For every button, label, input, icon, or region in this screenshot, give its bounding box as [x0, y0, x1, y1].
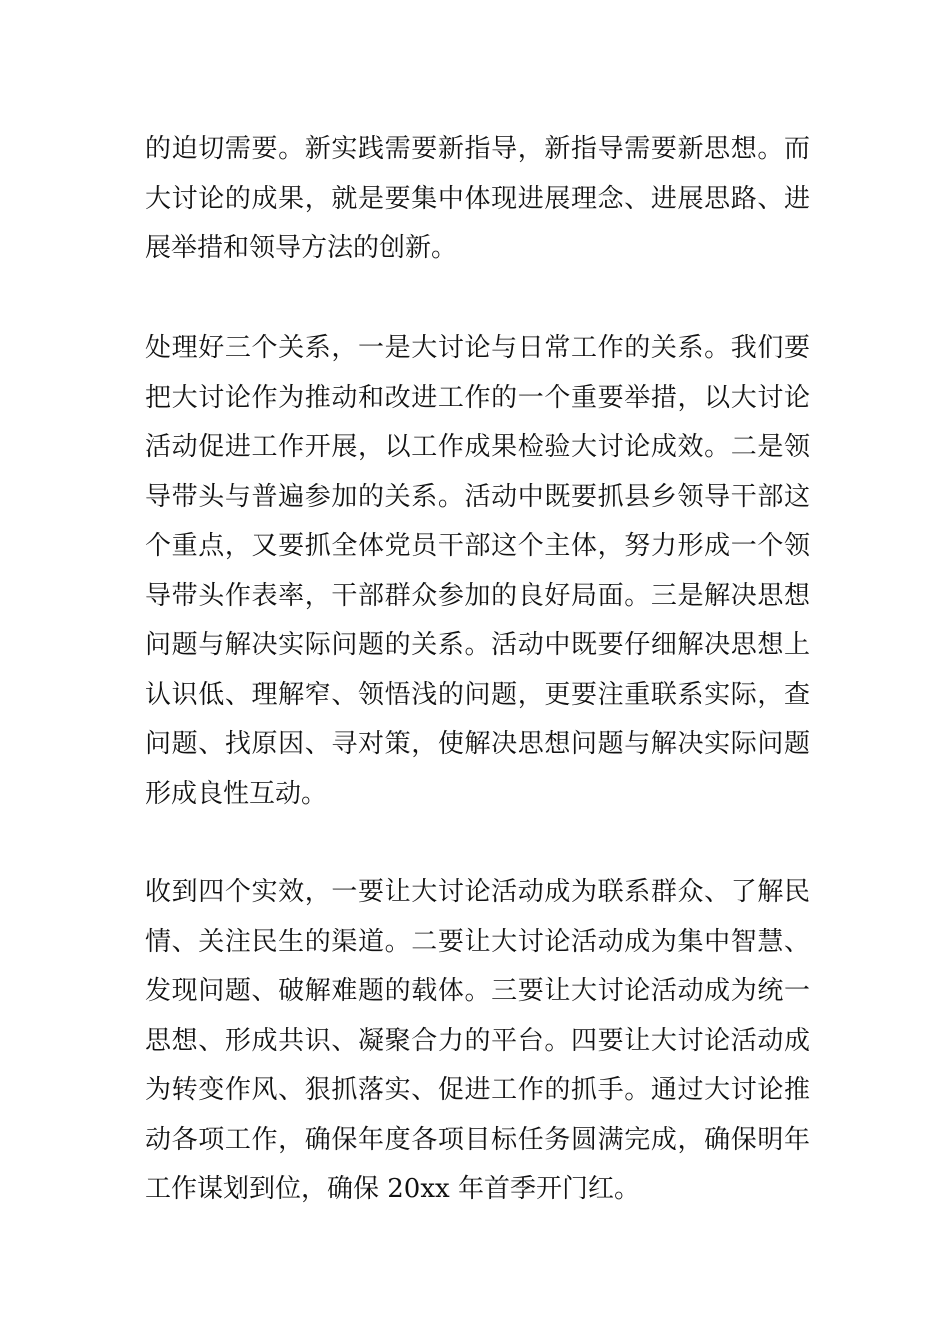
text-line: 问题、找原因、寻对策，使解决思想问题与解决实际问题	[145, 729, 810, 759]
text-line: 处理好三个关系，一是大讨论与日常工作的关系。我们要	[145, 333, 810, 363]
text-line: 动各项工作，确保年度各项目标任务圆满完成，确保明年	[145, 1124, 810, 1155]
text-line: 问题与解决实际问题的关系。活动中既要仔细解决思想上	[145, 630, 810, 660]
text-line: 形成良性互动。	[145, 778, 328, 809]
text-line: 导带头作表率，干部群众参加的良好局面。三是解决思想	[145, 580, 810, 611]
text-line: 情、关注民生的渠道。二要让大讨论活动成为集中智慧、	[145, 926, 810, 957]
text-line: 展举措和领导方法的创新。	[145, 233, 458, 263]
paragraph-1	[145, 125, 810, 274]
text-line: 认识低、理解窄、领悟浅的问题，更要注重联系实际，查	[145, 679, 810, 710]
paragraph-3	[145, 868, 810, 1215]
text-line: 收到四个实效，一要让大讨论活动成为联系群众、了解民	[145, 877, 810, 907]
text-line: 发现问题、破解难题的载体。三要让大讨论活动成为统一	[145, 976, 810, 1006]
text-line: 的迫切需要。新实践需要新指导，新指导需要新思想。而	[145, 134, 810, 164]
text-line: 活动促进工作开展，以工作成果检验大讨论成效。二是领	[145, 432, 810, 462]
text-line: 为转变作风、狠抓落实、促进工作的抓手。通过大讨论推	[145, 1075, 810, 1105]
text-line: 导带头与普遍参加的关系。活动中既要抓县乡领导干部这	[145, 481, 810, 512]
paragraph-2	[145, 324, 810, 819]
text-line: 大讨论的成果，就是要集中体现进展理念、进展思路、进	[145, 183, 810, 214]
text-line: 个重点，又要抓全体党员干部这个主体，努力形成一个领	[145, 531, 810, 561]
text-line: 把大讨论作为推动和改进工作的一个重要举措，以大讨论	[145, 382, 810, 413]
text-line: 工作谋划到位，确保 20xx 年首季开门红。	[145, 1174, 640, 1204]
text-line: 思想、形成共识、凝聚合力的平台。四要让大讨论活动成	[145, 1025, 810, 1056]
